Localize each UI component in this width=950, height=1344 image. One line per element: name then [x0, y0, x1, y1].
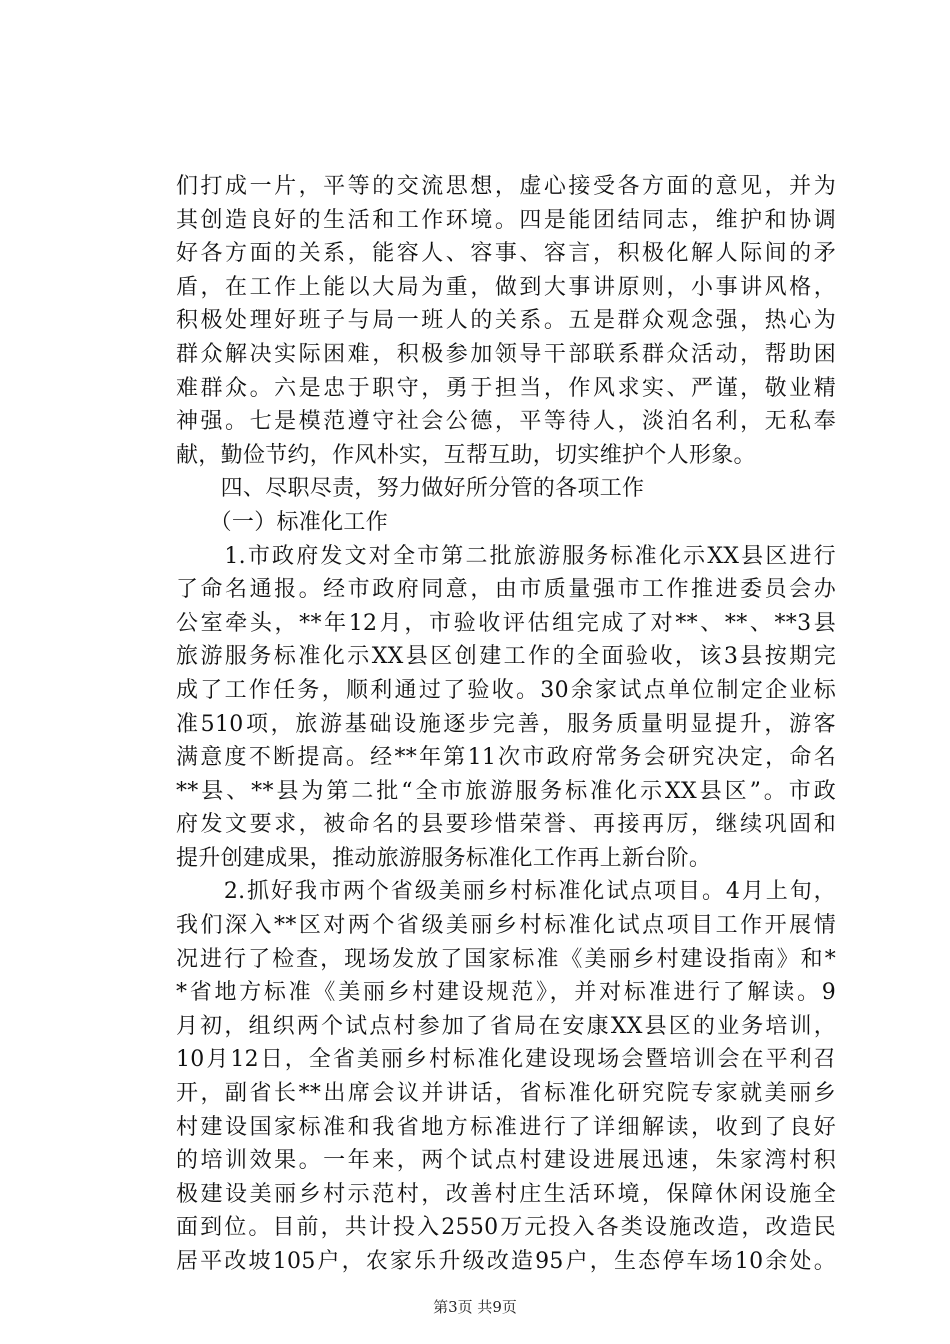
text-line: 难群众。六是忠于职守，勇于担当，作风求实、严谨，敬业精 — [176, 375, 836, 401]
text-line: 满意度不断提高。经**年第11次市政府常务会研究决定，命名 — [176, 745, 836, 771]
text-line: 了命名通报。经市政府同意，由市质量强市工作推进委员会办 — [176, 577, 836, 603]
text-line: 成了工作任务，顺利通过了验收。30余家试点单位制定企业标 — [176, 677, 836, 703]
text-line: 其创造良好的生活和工作环境。四是能团结同志，维护和协调 — [176, 207, 836, 233]
page-number-footer: 第3页 共9页 — [433, 1298, 517, 1316]
text-line: 我们深入**区对两个省级美丽乡村标准化试点项目工作开展情 — [176, 913, 836, 939]
text-line: 群众解决实际困难，积极参加领导干部联系群众活动，帮助困 — [176, 341, 836, 367]
subsection-heading: （一）标准化工作 — [176, 509, 389, 535]
text-line: **县、**县为第二批“全市旅游服务标准化示XX县区”。市政 — [176, 778, 836, 804]
text-line: 公室牵头，**年12月，市验收评估组完成了对**、**、**3县 — [176, 610, 836, 636]
document-body — [176, 170, 836, 1279]
text-line: 府发文要求，被命名的县要珍惜荣誉、再接再厉，继续巩固和 — [176, 812, 836, 838]
text-line: 况进行了检查，现场发放了国家标准《美丽乡村建设指南》和* — [176, 946, 836, 972]
text-line: 神强。七是模范遵守社会公德，平等待人，淡泊名利，无私奉 — [176, 409, 836, 435]
text-line: 盾，在工作上能以大局为重，做到大事讲原则，小事讲风格， — [176, 274, 836, 300]
text-line: 旅游服务标准化示XX县区创建工作的全面验收，该3县按期完 — [176, 644, 836, 670]
text-line: 献，勤俭节约，作风朴实，互帮互助，切实维护个人形象。 — [176, 442, 756, 468]
text-line: 极建设美丽乡村示范村，改善村庄生活环境，保障休闲设施全 — [176, 1181, 836, 1207]
text-line: 1.市政府发文对全市第二批旅游服务标准化示XX县区进行 — [176, 543, 836, 569]
text-line: 居平改坡105户，农家乐升级改造95户，生态停车场10余处。 — [176, 1249, 836, 1274]
text-line: 好各方面的关系，能容人、容事、容言，积极化解人际间的矛 — [176, 241, 836, 267]
text-line: 准510项，旅游基础设施逐步完善，服务质量明显提升，游客 — [176, 711, 836, 737]
text-line: 面到位。目前，共计投入2550万元投入各类设施改造，改造民 — [176, 1215, 836, 1241]
text-line: 2.抓好我市两个省级美丽乡村标准化试点项目。4月上旬， — [176, 879, 836, 905]
text-line: 的培训效果。一年来，两个试点村建设进展迅速，朱家湾村积 — [176, 1148, 836, 1174]
text-line: 开，副省长**出席会议并讲话，省标准化研究院专家就美丽乡 — [176, 1081, 836, 1107]
text-line: 月初，组织两个试点村参加了省局在安康XX县区的业务培训， — [176, 1013, 836, 1039]
text-line: *省地方标准《美丽乡村建设规范》，并对标准进行了解读。9 — [176, 980, 836, 1006]
section-heading: 四、尽职尽责，努力做好所分管的各项工作 — [176, 476, 645, 502]
text-line: 10月12日，全省美丽乡村标准化建设现场会暨培训会在平利召 — [176, 1047, 836, 1073]
text-line: 积极处理好班子与局一班人的关系。五是群众观念强，热心为 — [176, 308, 836, 334]
text-line: 提升创建成果，推动旅游服务标准化工作再上新台阶。 — [176, 845, 712, 871]
text-line: 村建设国家标准和我省地方标准进行了详细解读，收到了良好 — [176, 1114, 836, 1140]
text-line: 们打成一片，平等的交流思想，虚心接受各方面的意见，并为 — [176, 174, 836, 199]
